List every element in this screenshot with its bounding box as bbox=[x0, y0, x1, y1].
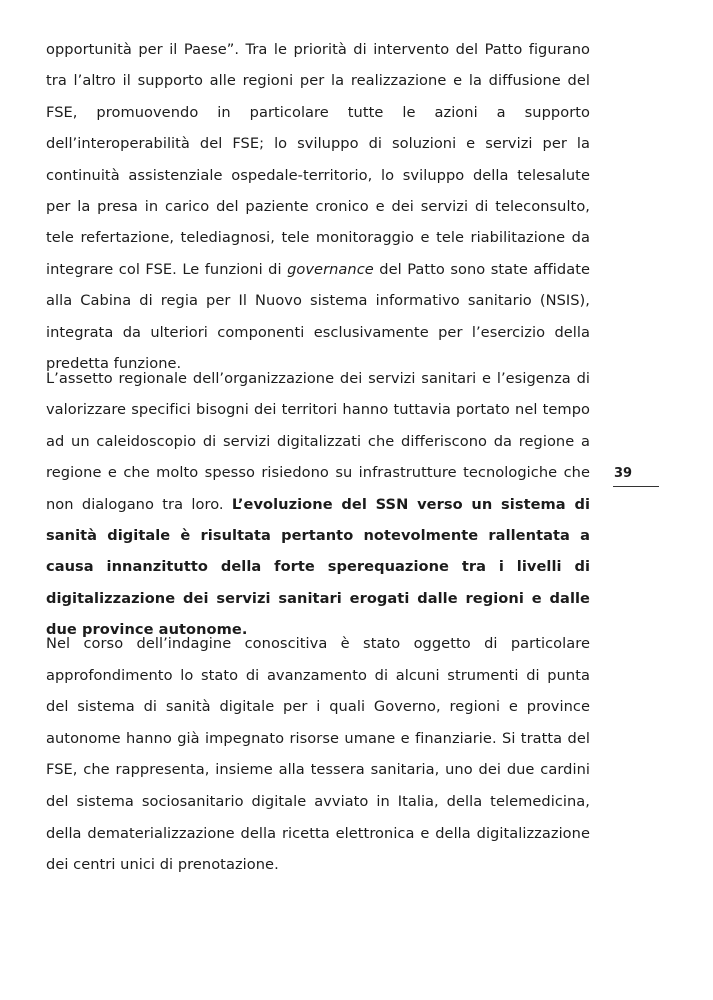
paragraph-text: L’assetto regionale dell’organizzazione dei servizi sanitari e l’esigenza di valorizzare specifici bisogni dei territori hanno tuttavia portato nel tempo ad un caleidoscopio di servizi digitalizzati che differiscono da regione a regione e che molto spesso risiedono su infrastrutture tecnologiche che non dialogano tra loro. bbox=[46, 370, 590, 513]
paragraph-patto-sanita-digitale bbox=[46, 34, 590, 379]
paragraph-assetto-regionale bbox=[46, 363, 590, 646]
italic-term-governance: governance bbox=[287, 260, 374, 278]
paragraph-indagine-conoscitiva bbox=[46, 628, 590, 881]
page-number-underline bbox=[613, 486, 659, 487]
paragraph-text: opportunità per il Paese”. Tra le priorità di intervento del Patto figurano tra l’altro il supporto alle regioni per la realizzazione e la diffusione del FSE, promuovendo in particolare tutte le azioni a supporto dell’interoperabilità del FSE; lo sviluppo di soluzioni e servizi per la continuità assistenziale ospedale-territorio, lo sviluppo della telesalute per la presa in carico del paziente cronico e dei servizi di teleconsulto, tele refertazione, telediagnosi, tele monitoraggio e tele riabilitazione da integrare col FSE. Le funzioni di bbox=[46, 41, 590, 278]
paragraph-text: Nel corso dell’indagine conoscitiva è stato oggetto di particolare approfondimento lo stato di avanzamento di alcuni strumenti di punta del sistema di sanità digitale per i quali Governo, regioni e province autonome hanno già impegnato risorse umane e finanziarie. Si tratta del FSE, che rappresenta, insieme alla tessera sanitaria, uno dei due cardini del sistema sociosanitario digitale avviato in Italia, della telemedicina, della dematerializzazione della ricetta elettronica e della digitalizzazione dei centri unici di prenotazione. bbox=[46, 635, 590, 874]
paragraph-text: del Patto sono state affidate alla Cabina di regia per Il Nuovo sistema informativo sanitario (NSIS), integrata da ulteriori componenti esclusivamente per l’esercizio della predetta funzione. bbox=[46, 260, 590, 373]
page-number: 39 bbox=[614, 466, 633, 481]
bold-highlight-evoluzione-ssn: L’evoluzione del SSN verso un sistema di sanità digitale è risultata pertanto notevolmente rallentata a causa innanzitutto della forte sperequazione tra i livelli di digitalizzazione dei servizi sanitari erogati dalle regioni e dalle due province autonome. bbox=[46, 495, 591, 639]
